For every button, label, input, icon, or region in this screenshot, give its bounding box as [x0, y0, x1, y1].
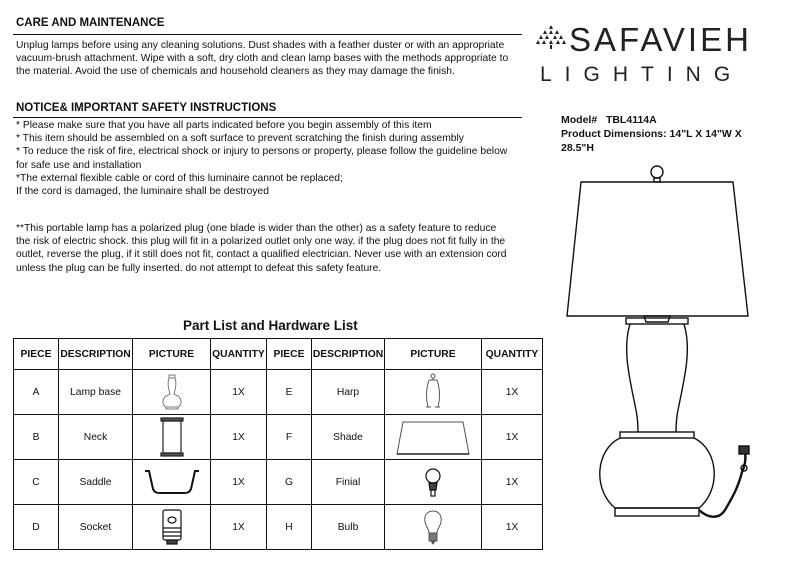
plug-line: the risk of electric shock. this plug will fit in a polarized outlet only one way. if the plug does not fit fully in the [16, 236, 506, 248]
description-cell: Harp [312, 370, 385, 415]
notice-line: for safe use and installation [16, 159, 142, 171]
quantity-cell: 1X [482, 370, 543, 415]
care-line: Unplug lamps before using any cleaning solutions. Dust shades with a feather duster or with an appropriate [16, 40, 505, 51]
header-picture: PICTURE [133, 339, 211, 370]
harp-icon [423, 373, 443, 411]
notice-line: * To reduce the risk of fire, electrical shock or injury to persons or property, please follow the guideline below [16, 146, 508, 158]
care-text [16, 39, 508, 79]
saddle-icon [143, 467, 201, 497]
neck-icon [159, 417, 185, 457]
piece-cell: A [14, 370, 59, 415]
description-cell: Saddle [59, 460, 133, 505]
piece-cell: D [14, 505, 59, 550]
description-cell: Bulb [312, 505, 385, 550]
dimensions-line: Product Dimensions: 14"L X 14"W X [561, 128, 742, 140]
quantity-cell: 1X [482, 415, 543, 460]
chandelier-icon [536, 24, 566, 50]
lamp-illustration [560, 150, 770, 530]
description-cell: Neck [59, 415, 133, 460]
notice-text [16, 119, 507, 198]
piece-cell: E [267, 370, 312, 415]
finial-icon [423, 466, 443, 498]
lamp-base-icon [161, 374, 183, 410]
header-piece: PIECE [14, 339, 59, 370]
header-piece: PIECE [267, 339, 312, 370]
table-row [14, 370, 543, 415]
quantity-cell: 1X [211, 460, 267, 505]
care-title: CARE AND MAINTENANCE [16, 17, 165, 29]
header-description: DESCRIPTION [59, 339, 133, 370]
picture-cell [133, 415, 211, 460]
plug-line: **This portable lamp has a polarized plug (one blade is wider than the other) as a safety feature to reduce [16, 223, 497, 234]
piece-cell: F [267, 415, 312, 460]
picture-cell [133, 505, 211, 550]
table-row [14, 460, 543, 505]
parts-table [13, 338, 543, 550]
brand-name: SAFAVIEH [569, 21, 752, 58]
header-description: DESCRIPTION [312, 339, 385, 370]
quantity-cell: 1X [211, 415, 267, 460]
quantity-cell: 1X [211, 505, 267, 550]
notice-line: If the cord is damaged, the luminaire shall be destroyed [16, 186, 269, 198]
picture-cell [385, 505, 482, 550]
piece-cell: B [14, 415, 59, 460]
quantity-cell: 1X [211, 370, 267, 415]
model-number: TBL4114A [605, 114, 657, 126]
quantity-cell: 1X [482, 505, 543, 550]
description-cell: Lamp base [59, 370, 133, 415]
table-title: Part List and Hardware List [183, 318, 358, 333]
header-quantity: QUANTITY [211, 339, 267, 370]
piece-cell: G [267, 460, 312, 505]
socket-icon [160, 508, 184, 546]
bulb-icon [423, 509, 443, 545]
plug-line: outlet, reverse the plug, if it still does not fit, contact a qualified electrician. Never use with an extension cord [16, 249, 507, 261]
picture-cell [133, 460, 211, 505]
plug-text [16, 222, 507, 275]
care-rule [13, 34, 522, 35]
notice-title: NOTICE& IMPORTANT SAFETY INSTRUCTIONS [16, 102, 277, 114]
notice-rule [13, 117, 522, 118]
brand-logo [536, 24, 566, 55]
plug-line: unless the plug can be fully inserted. do not attempt to defeat this safety feature. [16, 262, 382, 274]
header-quantity: QUANTITY [482, 339, 543, 370]
shade-icon [395, 418, 471, 456]
model-line [561, 114, 657, 128]
brand-sub: LIGHTING [540, 63, 744, 86]
dimensions-line: 28.5"H [561, 141, 594, 154]
notice-line: * This item should be assembled on a soft surface to prevent scratching the finish during assembly [16, 133, 464, 145]
care-line: vacuum-brush attachment. Wipe with a soft, dry cloth and clean lamp bases with the methods appropriate to [16, 53, 509, 65]
picture-cell [133, 370, 211, 415]
description-cell: Shade [312, 415, 385, 460]
table-row [14, 415, 543, 460]
picture-cell [385, 370, 482, 415]
picture-cell [385, 415, 482, 460]
care-line: the material. Avoid the use of chemicals and household cleaners as they may damage the finish. [16, 66, 455, 78]
notice-line: *The external flexible cable or cord of this luminaire cannot be replaced; [16, 172, 343, 184]
quantity-cell: 1X [482, 460, 543, 505]
table-row [14, 505, 543, 550]
model-label: Model# [561, 114, 598, 126]
piece-cell: H [267, 505, 312, 550]
header-picture: PICTURE [385, 339, 482, 370]
description-cell: Socket [59, 505, 133, 550]
table-header-row [14, 339, 543, 370]
description-cell: Finial [312, 460, 385, 505]
picture-cell [385, 460, 482, 505]
piece-cell: C [14, 460, 59, 505]
notice-line: * Please make sure that you have all parts indicated before you begin assembly of this item [16, 120, 432, 131]
